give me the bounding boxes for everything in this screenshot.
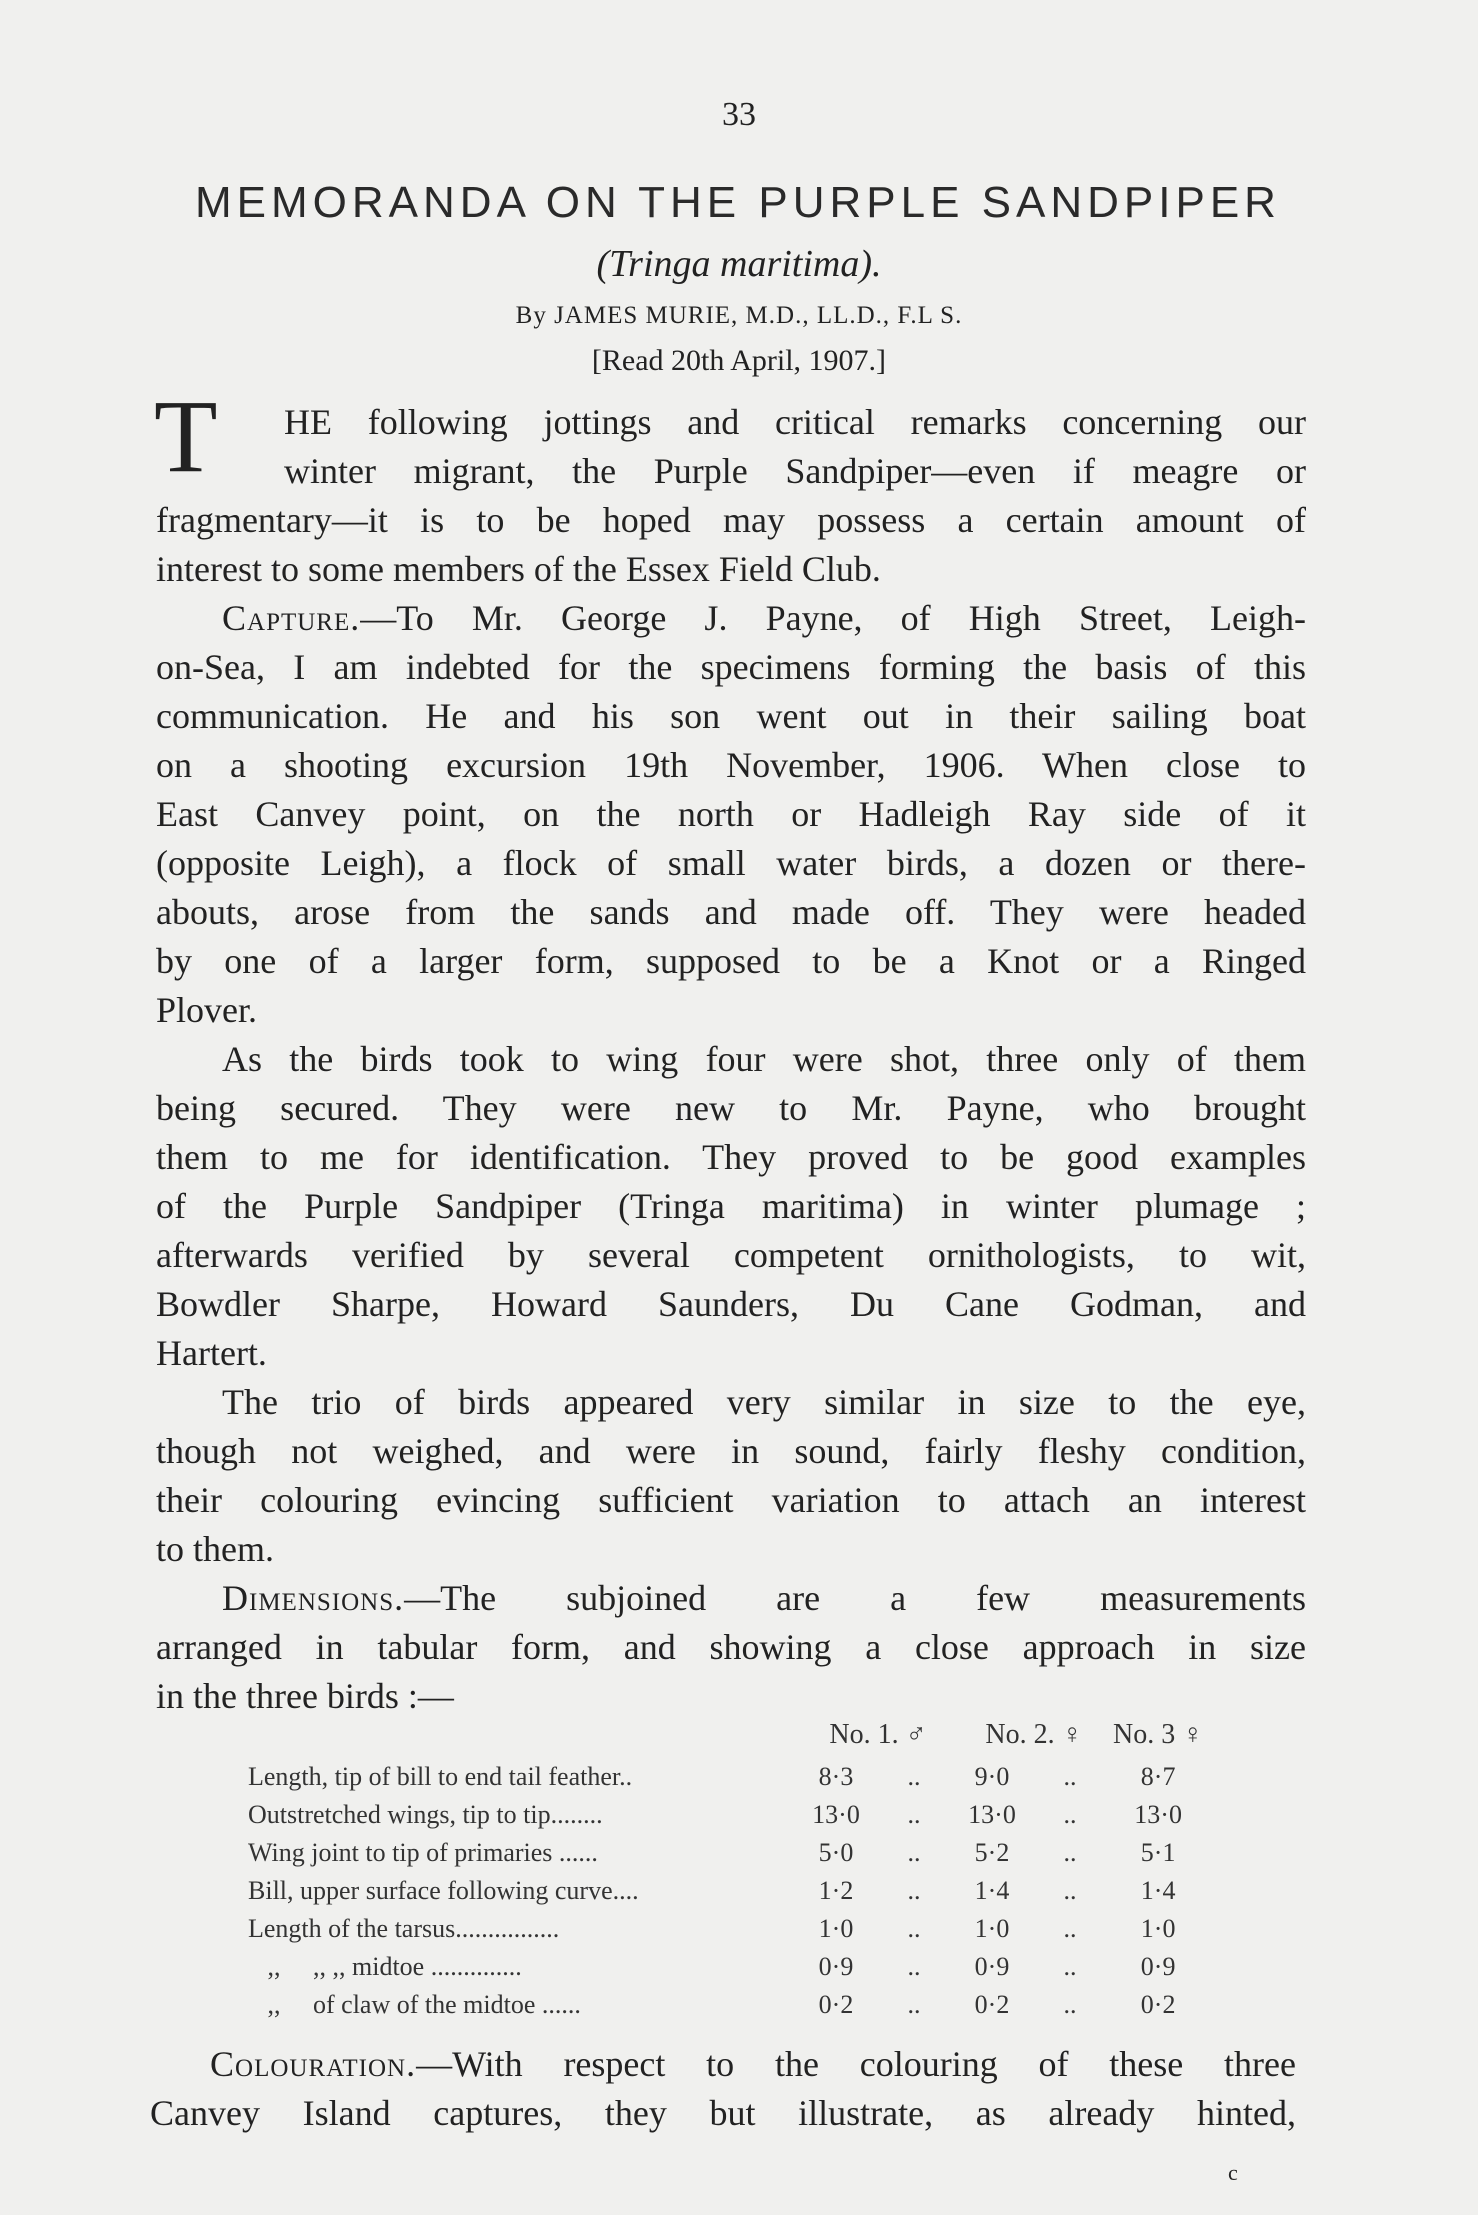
intro-line-2: winter migrant, the Purple Sandpiper—even if meagre or: [284, 451, 1306, 491]
cell-separator: ..: [907, 1952, 921, 1981]
cell-value: 0·2: [974, 1990, 1010, 2019]
birds-line-2: being secured. They were new to Mr. Payne, who brought: [156, 1088, 1306, 1128]
colouration-line-1: [210, 2040, 1296, 2089]
cell-value: 13·0: [1134, 1800, 1182, 1829]
capture-line-1-text: —To Mr. George J. Payne, of High Street, Leigh-: [360, 598, 1306, 638]
birds-line-6: Bowdler Sharpe, Howard Saunders, Du Cane Godman, and: [156, 1284, 1306, 1324]
cell-value: 8·7: [1140, 1762, 1176, 1791]
capture-line-7: abouts, arose from the sands and made off. They were headed: [156, 892, 1306, 932]
birds-line-7: Hartert.: [156, 1333, 267, 1373]
trio-line-2: though not weighed, and were in sound, fairly fleshy condition,: [156, 1431, 1306, 1471]
dimensions-line-3: in the three birds :—: [156, 1676, 454, 1716]
table-row: [248, 1986, 1204, 2024]
intro-line-3: fragmentary—it is to be hoped may possess a certain amount of: [156, 500, 1306, 540]
table-row: [248, 1910, 1204, 1948]
cell-value: 9·0: [974, 1762, 1010, 1791]
birds-line-5: afterwards verified by several competent ornithologists, to wit,: [156, 1235, 1306, 1275]
capture-line-3: communication. He and his son went out in their sailing boat: [156, 696, 1306, 736]
cell-value: 1·0: [1140, 1914, 1176, 1943]
cell-value: 1·0: [818, 1914, 854, 1943]
cell-separator: ..: [907, 1838, 921, 1867]
cell-separator: ..: [907, 1800, 921, 1829]
row-label: Wing joint to tip of primaries ......: [248, 1838, 598, 1867]
cell-separator: ..: [1063, 1762, 1077, 1791]
table-row: [248, 1834, 1204, 1872]
cell-value: 0·9: [1140, 1952, 1176, 1981]
intro-line-4: interest to some members of the Essex Field Club.: [156, 549, 881, 589]
cell-value: 5·2: [974, 1838, 1010, 1867]
birds-line-3: them to me for identification. They proved to be good examples: [156, 1137, 1306, 1177]
dimensions-line-2: arranged in tabular form, and showing a close approach in size: [156, 1627, 1306, 1667]
signature-mark: c: [1228, 2160, 1238, 2185]
row-label: Length of the tarsus................: [248, 1914, 560, 1943]
cell-value: 0·2: [818, 1990, 854, 2019]
table-row: [248, 1796, 1204, 1834]
cell-separator: ..: [1063, 1952, 1077, 1981]
latin-name: (Tringa maritima).: [596, 243, 882, 285]
cell-value: 0·9: [974, 1952, 1010, 1981]
trio-line-3: their colouring evincing sufficient variation to attach an interest: [156, 1480, 1306, 1520]
capture-line-1: [222, 594, 1306, 643]
capture-line-6: (opposite Leigh), a flock of small water birds, a dozen or there-: [156, 843, 1306, 883]
row-label: Length, tip of bill to end tail feather..: [248, 1762, 633, 1791]
cell-separator: ..: [1063, 1914, 1077, 1943]
trio-line-1: The trio of birds appeared very similar in size to the eye,: [222, 1382, 1306, 1422]
capture-line-9: Plover.: [156, 990, 258, 1030]
capture-line-8: by one of a larger form, supposed to be a Knot or a Ringed: [156, 941, 1306, 981]
intro-line-1: HE following jottings and critical remarks concerning our: [284, 402, 1306, 442]
capture-heading: Capture.: [222, 598, 361, 638]
dimensions-line-1-text: —The subjoined are a few measurements: [404, 1578, 1306, 1618]
cell-separator: ..: [1063, 1990, 1077, 2019]
page-number: 33: [722, 96, 756, 133]
colouration-line-2: Canvey Island captures, they but illustrate, as already hinted,: [150, 2093, 1296, 2133]
cell-value: 1·2: [818, 1876, 854, 1905]
colouration-heading: Colouration.: [210, 2044, 417, 2084]
cell-separator: ..: [907, 1762, 921, 1791]
cell-value: 1·4: [1140, 1876, 1176, 1905]
cell-value: 5·1: [1140, 1838, 1176, 1867]
cell-separator: ..: [907, 1990, 921, 2019]
column-header: No. 3 ♀: [1113, 1719, 1204, 1750]
measurements-table: [248, 1712, 1204, 2024]
row-label: Bill, upper surface following curve....: [248, 1876, 639, 1905]
cell-value: 1·0: [974, 1914, 1010, 1943]
table-row: [248, 1758, 1204, 1796]
capture-line-5: East Canvey point, on the north or Hadleigh Ray side of it: [156, 794, 1306, 834]
column-header: No. 2. ♀: [985, 1719, 1083, 1750]
trio-line-4: to them.: [156, 1529, 274, 1569]
birds-line-1: As the birds took to wing four were shot, three only of them: [222, 1039, 1306, 1079]
column-header: No. 1. ♂: [829, 1719, 927, 1750]
cell-separator: ..: [1063, 1800, 1077, 1829]
cell-value: 0·9: [818, 1952, 854, 1981]
row-label: ,, ,, ,, midtoe ..............: [248, 1952, 522, 1981]
read-date: [Read 20th April, 1907.]: [591, 344, 887, 377]
cell-value: 13·0: [812, 1800, 860, 1829]
cell-value: 5·0: [818, 1838, 854, 1867]
row-label: ,, of claw of the midtoe ......: [248, 1990, 581, 2019]
cell-separator: ..: [907, 1914, 921, 1943]
article-title: MEMORANDA ON THE PURPLE SANDPIPER: [195, 178, 1281, 227]
capture-line-4: on a shooting excursion 19th November, 1906. When close to: [156, 745, 1306, 785]
cell-value: 8·3: [818, 1762, 854, 1791]
cell-separator: ..: [907, 1876, 921, 1905]
cell-value: 1·4: [974, 1876, 1010, 1905]
table-header-row: [248, 1712, 1204, 1758]
cell-separator: ..: [1063, 1876, 1077, 1905]
capture-line-2: on-Sea, I am indebted for the specimens forming the basis of this: [156, 647, 1306, 687]
dimensions-line-1: [222, 1574, 1306, 1623]
dimensions-heading: Dimensions.: [222, 1578, 405, 1618]
author-byline: By JAMES MURIE, M.D., LL.D., F.L S.: [515, 302, 963, 329]
cell-value: 13·0: [968, 1800, 1016, 1829]
drop-cap: T: [154, 379, 218, 494]
row-label: Outstretched wings, tip to tip........: [248, 1800, 603, 1829]
table-row: [248, 1948, 1204, 1986]
cell-value: 0·2: [1140, 1990, 1176, 2019]
colouration-line-1-text: —With respect to the colouring of these three: [416, 2044, 1296, 2084]
birds-line-4: of the Purple Sandpiper (Tringa maritima) in winter plumage ;: [156, 1186, 1306, 1226]
cell-separator: ..: [1063, 1838, 1077, 1867]
table-row: [248, 1872, 1204, 1910]
